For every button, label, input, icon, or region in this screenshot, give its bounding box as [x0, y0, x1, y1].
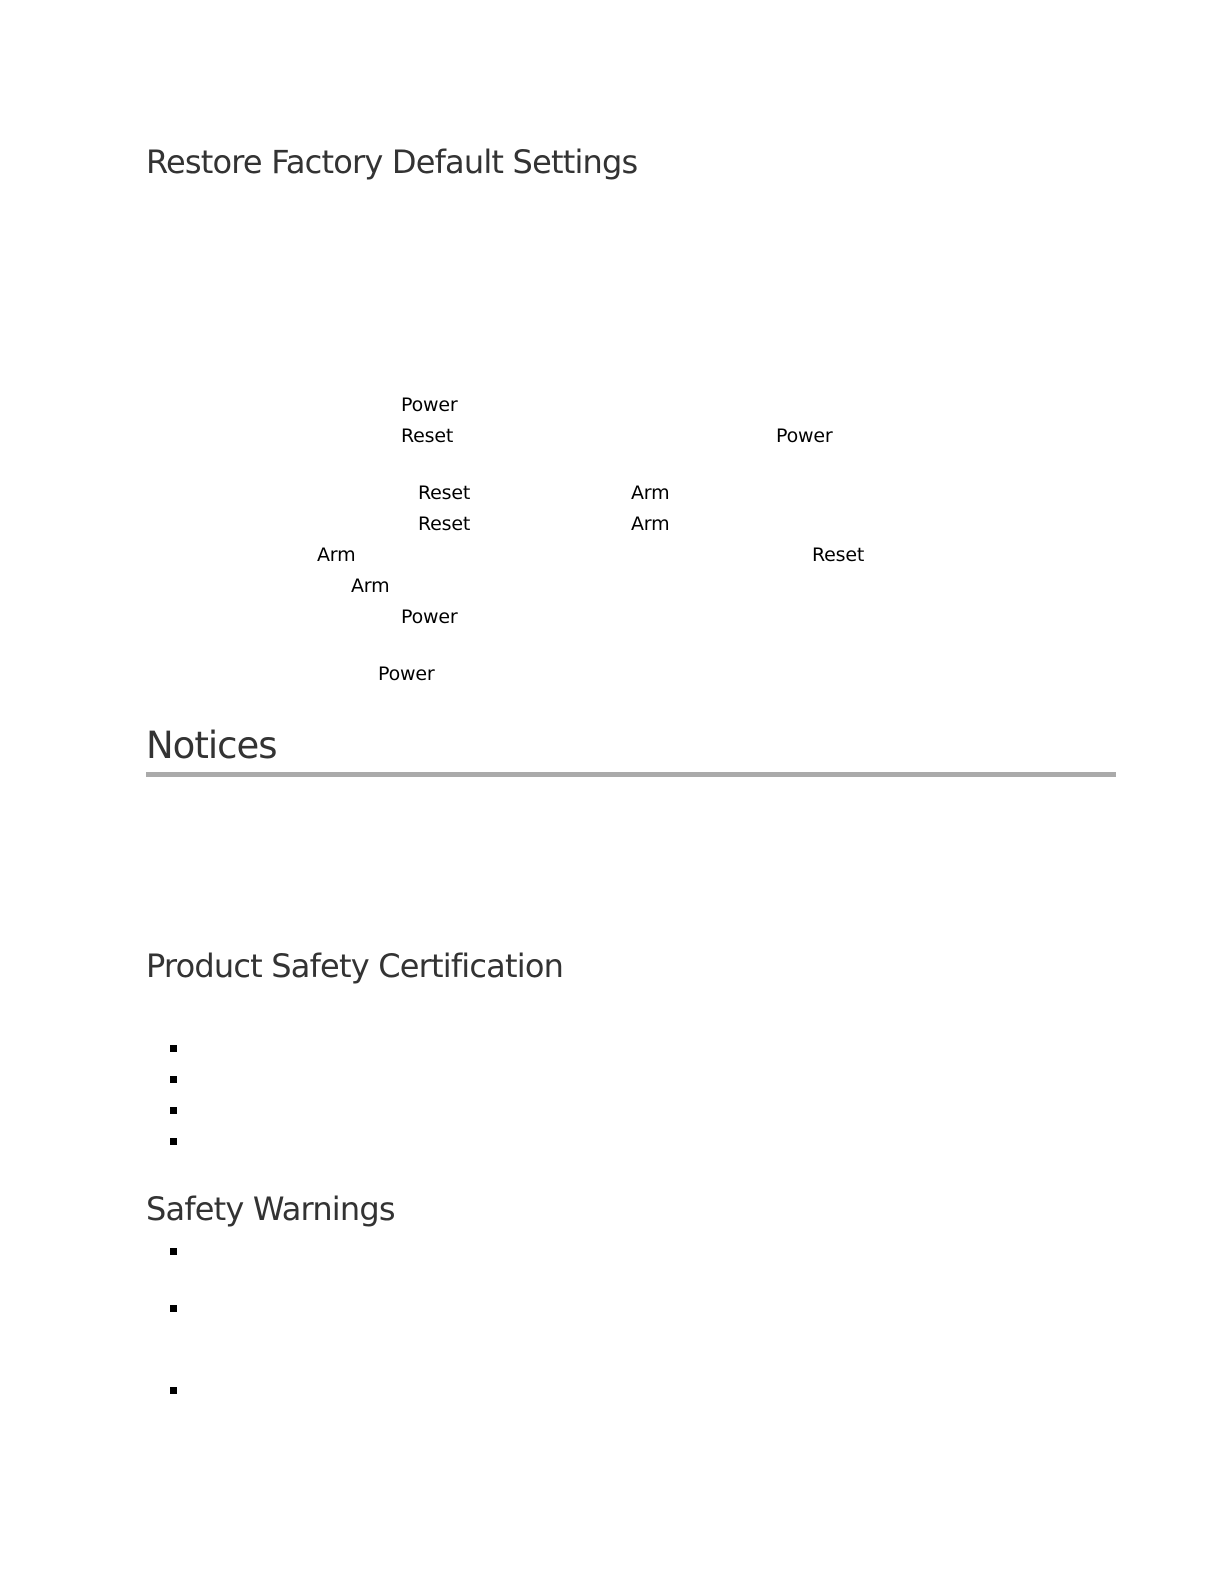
reset-button-label: Reset: [812, 544, 865, 566]
square-bullet-icon: [170, 1076, 177, 1083]
square-bullet-icon: [170, 1248, 177, 1255]
power-button-label: Power: [401, 606, 458, 628]
reset-button-label: Reset: [401, 425, 454, 447]
notices-heading: Notices: [146, 724, 277, 767]
power-button-label: Power: [378, 663, 435, 685]
square-bullet-icon: [170, 1138, 177, 1145]
square-bullet-icon: [170, 1387, 177, 1394]
square-bullet-icon: [170, 1045, 177, 1052]
power-button-label: Power: [776, 425, 833, 447]
restore-factory-defaults-heading: Restore Factory Default Settings: [146, 143, 638, 181]
arm-button-label: Arm: [631, 513, 670, 535]
product-safety-certification-heading: Product Safety Certification: [146, 947, 564, 985]
square-bullet-icon: [170, 1107, 177, 1114]
arm-button-label: Arm: [631, 482, 670, 504]
notices-divider: [146, 772, 1116, 777]
arm-button-label: Arm: [317, 544, 356, 566]
reset-button-label: Reset: [418, 513, 471, 535]
reset-button-label: Reset: [418, 482, 471, 504]
safety-warnings-heading: Safety Warnings: [146, 1190, 395, 1228]
square-bullet-icon: [170, 1305, 177, 1312]
arm-button-label: Arm: [351, 575, 390, 597]
power-button-label: Power: [401, 394, 458, 416]
